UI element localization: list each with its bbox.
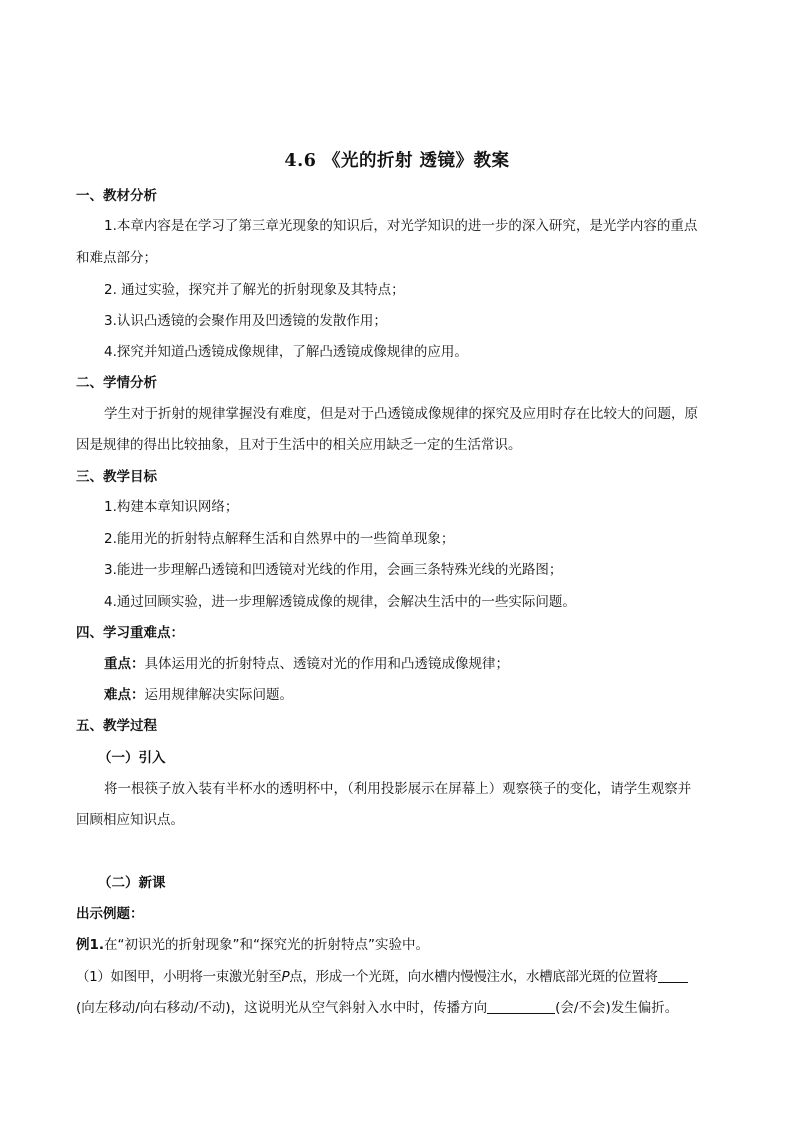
example-1-question-1: （1）如图甲，小明将一束激光射至P点，形成一个光斑，向水槽内慢慢注水，水槽底部光斑的位置将: [76, 967, 736, 987]
section-heading-student-analysis: 二、学情分析: [76, 375, 157, 391]
paragraph: 因是规律的得出比较抽象，且对于生活中的相关应用缺乏一定的生活常识。: [76, 437, 522, 453]
difficulty-label: 难点：: [104, 687, 145, 703]
paragraph: 3.能进一步理解凸透镜和凹透镜对光线的作用，会画三条特殊光线的光路图；: [104, 562, 563, 578]
paragraph: 将一根筷子放入装有半杯水的透明杯中，（利用投影展示在屏幕上）观察筷子的变化，请学生观察并: [104, 781, 692, 797]
section-heading-textbook-analysis: 一、教材分析: [76, 188, 157, 204]
subsection-intro: （一）引入: [98, 750, 166, 766]
document-title: 4.6 《光的折射 透镜》教案: [284, 151, 510, 171]
difficulty-line: [104, 685, 754, 705]
point-p-label: P: [281, 969, 290, 985]
example-1-text: 在“初识光的折射现象”和“探究光的折射特点”实验中。: [104, 937, 430, 953]
section-heading-teaching-process: 五、教学过程: [76, 718, 157, 734]
example-1-line: [76, 935, 726, 955]
paragraph: 1.构建本章知识网络；: [104, 499, 239, 515]
paragraph: 回顾相应知识点。: [76, 812, 184, 828]
section-heading-key-points: 四、学习重难点：: [76, 625, 184, 641]
key-point-label: 重点：: [104, 656, 145, 672]
section-heading-teaching-goals: 三、教学目标: [76, 469, 157, 485]
paragraph: 4.通过回顾实验，进一步理解透镜成像的规律，会解决生活中的一些实际问题。: [104, 594, 576, 610]
paragraph: 2. 通过实验，探究并了解光的折射现象及其特点；: [104, 282, 405, 298]
key-point-text: 具体运用光的折射特点、透镜对光的作用和凸透镜成像规律；: [144, 656, 509, 672]
paragraph: 学生对于折射的规律掌握没有难度，但是对于凸透镜成像规律的探究及应用时存在比较大的问题，原: [104, 406, 698, 422]
paragraph: 4.探究并知道凸透镜成像规律，了解凸透镜成像规律的应用。: [104, 344, 468, 360]
difficulty-text: 运用规律解决实际问题。: [144, 687, 293, 703]
subsection-new-lesson: （二）新课: [98, 875, 166, 891]
paragraph: 3.认识凸透镜的会聚作用及凹透镜的发散作用；: [104, 313, 387, 329]
example-1-question-1-cont: (向左移动/向右移动/不动)，这说明光从空气斜射入水中时，传播方向 (会/不会)发生偏折。: [76, 1000, 679, 1016]
answer-blank[interactable]: [658, 968, 688, 983]
example-1-label: 例1.: [76, 937, 105, 953]
answer-blank[interactable]: [487, 999, 555, 1014]
key-point-line: [104, 654, 754, 674]
paragraph: 1.本章内容是在学习了第三章光现象的知识后，对光学知识的进一步的深入研究，是光学内容的重点: [104, 218, 698, 234]
example-heading: 出示例题：: [76, 906, 144, 922]
paragraph: 和难点部分；: [76, 250, 157, 266]
paragraph: 2.能用光的折射特点解释生活和自然界中的一些简单现象；: [104, 531, 455, 547]
